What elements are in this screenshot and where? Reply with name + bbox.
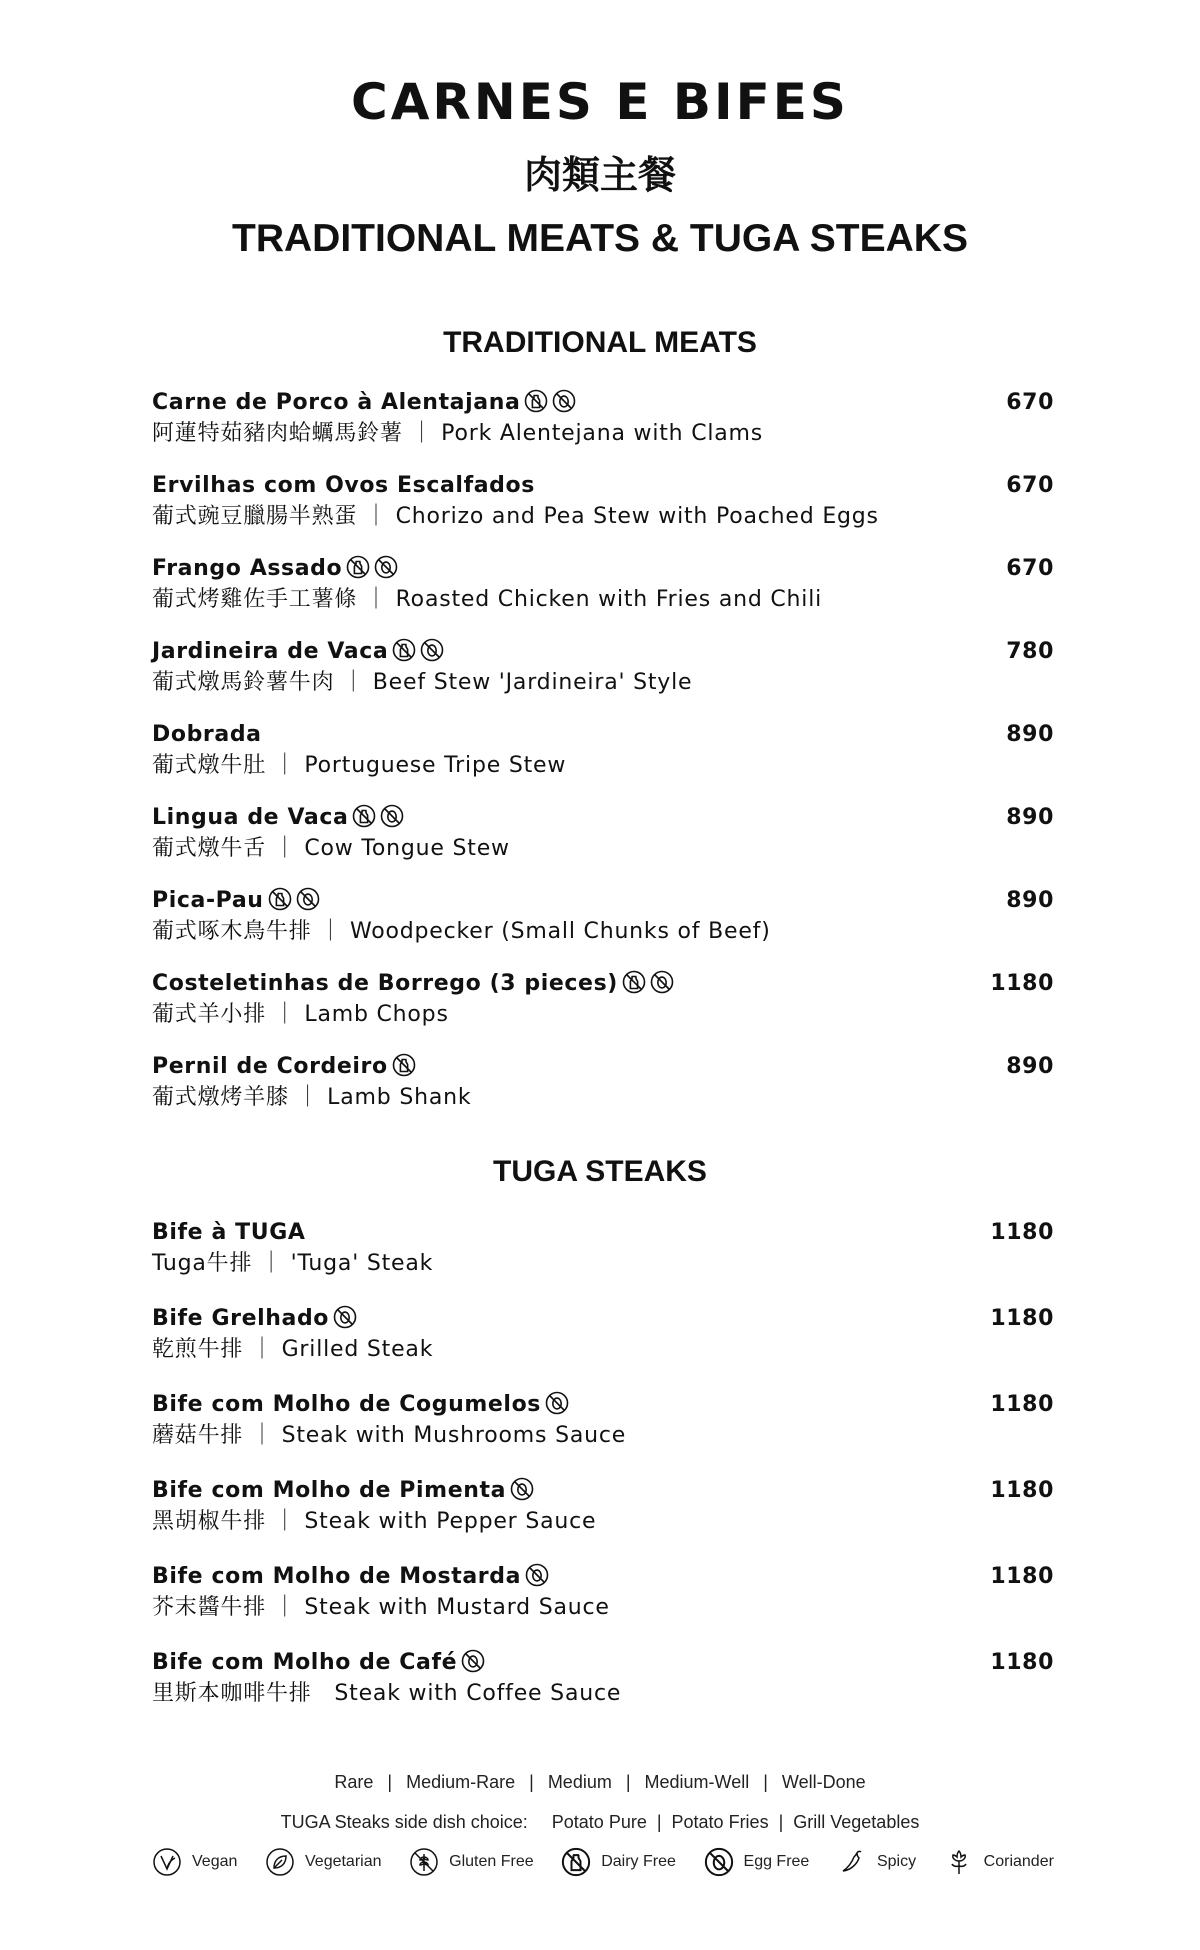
menu-item-description: 葡式燉牛舌 ｜ Cow Tongue Stew (152, 836, 510, 861)
vegetarian-icon (265, 1847, 295, 1877)
doneness-option: Medium (547, 1772, 612, 1792)
side-dish-option: Potato Fries (671, 1812, 769, 1832)
menu-item-price: 1180 (990, 1564, 1054, 1589)
legend-item-vegetarian (265, 1847, 382, 1877)
menu-item-price: 670 (1006, 473, 1054, 498)
legend-item-vegan (152, 1847, 237, 1877)
legend-item-gluten-free (409, 1847, 533, 1877)
menu-item-name: Bife com Molho de Pimenta (152, 1478, 507, 1503)
menu-item (152, 1218, 1054, 1304)
legend-label: Gluten Free (449, 1853, 534, 1870)
menu-item-name-line (152, 1562, 1054, 1592)
menu-item-name-line (152, 554, 1054, 584)
legend-item-egg-free (704, 1847, 810, 1877)
menu-item-name-line (152, 388, 1054, 418)
menu-item (152, 969, 1054, 1052)
legend-item-dairy-free (561, 1847, 676, 1877)
gluten-free-icon (409, 1847, 439, 1877)
menu-item-description: 葡式羊小排 ｜ Lamb Chops (152, 1002, 449, 1027)
menu-item-name: Bife com Molho de Mostarda (152, 1564, 522, 1589)
menu-item-name: Carne de Porco à Alentajana (152, 390, 521, 415)
separator: | (529, 1772, 534, 1792)
separator: | (763, 1772, 768, 1792)
menu-item (152, 471, 1054, 554)
menu-item (152, 1304, 1054, 1390)
dairy-free-icon (346, 555, 370, 579)
egg-free-icon (333, 1305, 357, 1329)
section-title-tuga-steaks: TUGA STEAKS (493, 1155, 707, 1188)
egg-free-icon (552, 389, 576, 413)
menu-item-name-line (152, 471, 1054, 501)
english-title: TRADITIONAL MEATS & TUGA STEAKS (232, 217, 968, 260)
menu-item-price: 890 (1006, 722, 1054, 747)
menu-item-name-line (152, 803, 1054, 833)
menu-item-price: 1180 (990, 1392, 1054, 1417)
dietary-legend (152, 1846, 1054, 1878)
menu-item-price: 1180 (990, 971, 1054, 996)
menu-item-description: 葡式燉牛肚 ｜ Portuguese Tripe Stew (152, 753, 567, 778)
side-dish-option: Grill Vegetables (793, 1812, 920, 1832)
menu-item-price: 890 (1006, 805, 1054, 830)
menu-item-name-line (152, 886, 1054, 916)
doneness-option: Medium-Rare (406, 1772, 516, 1792)
menu-item-name: Lingua de Vaca (152, 805, 349, 830)
doneness-option: Well-Done (781, 1772, 866, 1792)
dairy-free-icon (561, 1847, 591, 1877)
menu-item-description: Tuga牛排 ｜ 'Tuga' Steak (152, 1251, 434, 1276)
menu-item-price: 1180 (990, 1650, 1054, 1675)
menu-item-price: 890 (1006, 888, 1054, 913)
egg-free-icon (374, 555, 398, 579)
menu-item-price: 1180 (990, 1306, 1054, 1331)
menu-item-description: 葡式燉馬鈴薯牛肉 ｜ Beef Stew 'Jardineira' Style (152, 670, 693, 695)
legend-item-spicy (837, 1847, 916, 1877)
menu-item (152, 388, 1054, 471)
menu-item-name-line (152, 1648, 1054, 1678)
menu-item-name: Pernil de Cordeiro (152, 1054, 388, 1079)
menu-item-description: 蘑菇牛排 ｜ Steak with Mushrooms Sauce (152, 1423, 627, 1448)
menu-item (152, 1648, 1054, 1734)
spicy-icon (837, 1847, 867, 1877)
menu-item-description: 葡式燉烤羊膝 ｜ Lamb Shank (152, 1085, 472, 1110)
legend-label: Vegetarian (305, 1853, 382, 1870)
menu-item-name-line (152, 1218, 1054, 1248)
menu-item-name: Dobrada (152, 722, 262, 747)
menu-item-description: 里斯本咖啡牛排 Steak with Coffee Sauce (152, 1681, 622, 1706)
menu-item-name-line (152, 1476, 1054, 1506)
menu-item-name: Bife à TUGA (152, 1220, 306, 1245)
legend-item-coriander (944, 1847, 1054, 1877)
dairy-free-icon (352, 804, 376, 828)
menu-item (152, 720, 1054, 803)
menu-item-price: 780 (1006, 639, 1054, 664)
menu-item-name: Costeletinhas de Borrego (3 pieces) (152, 971, 618, 996)
egg-free-icon (704, 1847, 734, 1877)
coriander-icon (944, 1847, 974, 1877)
menu-item (152, 886, 1054, 969)
doneness-options (0, 1772, 1200, 1793)
separator: | (625, 1772, 631, 1792)
dairy-free-icon (268, 887, 292, 911)
menu-item (152, 1390, 1054, 1476)
menu-item-name: Jardineira de Vaca (152, 639, 389, 664)
menu-item-name-line (152, 1304, 1054, 1334)
menu-item-name: Frango Assado (152, 556, 343, 581)
menu-item-name: Bife Grelhado (152, 1306, 330, 1331)
dairy-free-icon (622, 970, 646, 994)
section-title-traditional-meats: TRADITIONAL MEATS (443, 326, 757, 359)
traditional-meats-list (152, 388, 1054, 1135)
tuga-steaks-list (152, 1218, 1054, 1734)
egg-free-icon (461, 1649, 485, 1673)
menu-item-price: 670 (1006, 390, 1054, 415)
side-dish-option: Potato Pure (551, 1812, 647, 1832)
separator: | (778, 1812, 784, 1832)
egg-free-icon (420, 638, 444, 662)
menu-item-price: 1180 (990, 1220, 1054, 1245)
legend-label: Coriander (983, 1853, 1054, 1870)
legend-label: Vegan (192, 1853, 238, 1870)
dairy-free-icon (392, 638, 416, 662)
separator: | (656, 1812, 662, 1832)
egg-free-icon (296, 887, 320, 911)
menu-item-name-line (152, 1390, 1054, 1420)
chinese-title: 肉類主餐 (523, 153, 676, 197)
menu-item-name: Bife com Molho de Café (152, 1650, 458, 1675)
legend-label: Egg Free (743, 1853, 810, 1870)
menu-item-name: Pica-Pau (152, 888, 264, 913)
menu-item-description: 黑胡椒牛排 ｜ Steak with Pepper Sauce (152, 1509, 597, 1534)
dairy-free-icon (392, 1053, 416, 1077)
menu-item-name: Bife com Molho de Cogumelos (152, 1392, 541, 1417)
menu-item (152, 1562, 1054, 1648)
vegan-icon (152, 1847, 182, 1877)
menu-item-price: 1180 (990, 1478, 1054, 1503)
menu-item-description: 阿蓮特茹豬肉蛤蠣馬鈴薯 ｜ Pork Alentejana with Clams (152, 421, 764, 446)
legend-label: Spicy (876, 1853, 917, 1870)
menu-item-price: 890 (1006, 1054, 1054, 1079)
menu-item-description: 芥末醬牛排 ｜ Steak with Mustard Sauce (152, 1595, 610, 1620)
menu-item-name-line (152, 1052, 1054, 1082)
side-dish-options (0, 1812, 1200, 1833)
doneness-option: Rare (334, 1772, 374, 1792)
legend-label: Dairy Free (601, 1853, 676, 1870)
menu-item-description: 乾煎牛排 ｜ Grilled Steak (152, 1337, 434, 1362)
side-dish-label: TUGA Steaks side dish choice: (280, 1812, 528, 1832)
menu-item-description: 葡式啄木鳥牛排 ｜ Woodpecker (Small Chunks of Beef) (152, 919, 771, 944)
menu-item (152, 637, 1054, 720)
menu-item (152, 803, 1054, 886)
menu-item (152, 1476, 1054, 1562)
menu-item-price: 670 (1006, 556, 1054, 581)
page-title: CARNES E BIFES (351, 73, 849, 131)
egg-free-icon (510, 1477, 534, 1501)
egg-free-icon (545, 1391, 569, 1415)
menu-item-name-line (152, 637, 1054, 667)
egg-free-icon (525, 1563, 549, 1587)
menu-item (152, 554, 1054, 637)
menu-item-name-line (152, 720, 1054, 750)
menu-item-description: 葡式烤雞佐手工薯條 ｜ Roasted Chicken with Fries and Chili (152, 587, 823, 612)
separator: | (387, 1772, 393, 1792)
egg-free-icon (650, 970, 674, 994)
menu-item-name-line (152, 969, 1054, 999)
menu-item-description: 葡式豌豆臘腸半熟蛋 ｜ Chorizo and Pea Stew with Poached Eggs (152, 504, 879, 529)
menu-item-name: Ervilhas com Ovos Escalfados (152, 473, 535, 498)
egg-free-icon (380, 804, 404, 828)
menu-item (152, 1052, 1054, 1135)
dairy-free-icon (524, 389, 548, 413)
doneness-option: Medium-Well (644, 1772, 750, 1792)
